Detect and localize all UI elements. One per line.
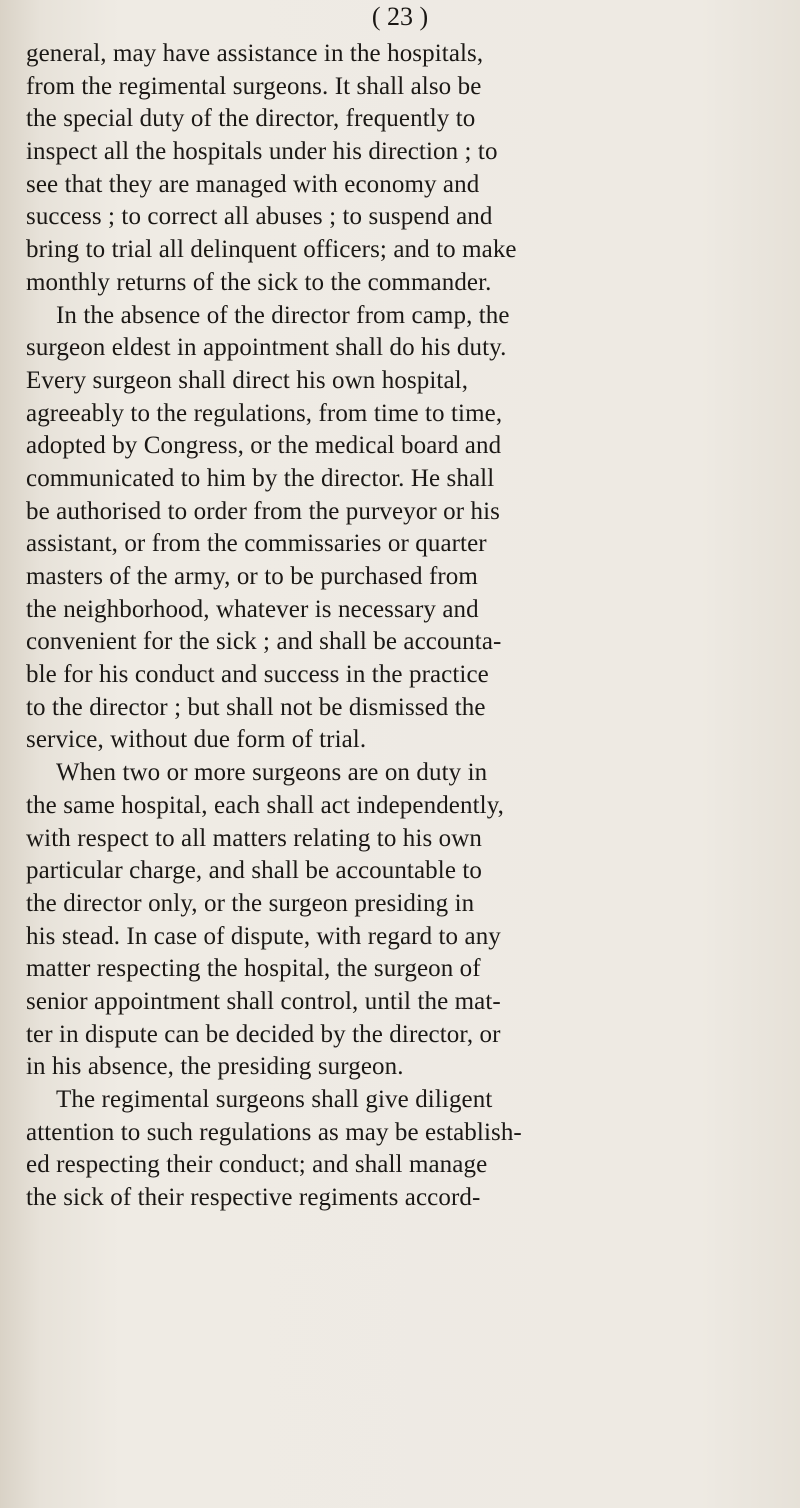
text-line: monthly returns of the sick to the commander. bbox=[26, 268, 492, 296]
text-line: from the regimental surgeons. It shall also be bbox=[26, 72, 482, 100]
paragraph-start-line: In the absence of the director from camp, the bbox=[56, 301, 510, 329]
text-line: masters of the army, or to be purchased from bbox=[26, 563, 478, 590]
text-line: see that they are managed with economy and bbox=[26, 170, 480, 198]
text-line: service, without due form of trial. bbox=[26, 726, 367, 754]
text-line: bring to trial all delinquent officers; and to make bbox=[26, 236, 517, 264]
text-line: convenient for the sick ; and shall be accounta- bbox=[26, 628, 502, 656]
text-line: general, may have assistance in the hospitals, bbox=[26, 40, 484, 67]
text-line: the special duty of the director, frequently to bbox=[26, 105, 476, 133]
text-line: the director only, or the surgeon presiding in bbox=[26, 889, 475, 917]
body-text bbox=[10, 38, 785, 1215]
text-line: adopted by Congress, or the medical board and bbox=[26, 432, 502, 460]
text-line: with respect to all matters relating to his own bbox=[26, 824, 482, 852]
text-line: agreeably to the regulations, from time to time, bbox=[26, 399, 503, 427]
paragraph-start-line: When two or more surgeons are on duty in bbox=[56, 759, 488, 787]
text-line: Every surgeon shall direct his own hospital, bbox=[26, 366, 469, 394]
text-line: ble for his conduct and success in the practice bbox=[26, 661, 489, 689]
text-line: his stead. In case of dispute, with regard to any bbox=[26, 922, 501, 950]
text-line: success ; to correct all abuses ; to suspend and bbox=[26, 203, 493, 231]
text-line: ed respecting their conduct; and shall manage bbox=[26, 1151, 488, 1179]
text-line: be authorised to order from the purveyor or his bbox=[26, 497, 501, 525]
text-line: inspect all the hospitals under his direction ; to bbox=[26, 138, 498, 166]
text-line: the sick of their respective regiments accord- bbox=[26, 1184, 481, 1212]
text-line: attention to such regulations as may be establish- bbox=[26, 1118, 522, 1146]
text-line: communicated to him by the director. He shall bbox=[26, 464, 495, 492]
text-line: matter respecting the hospital, the surgeon of bbox=[26, 955, 481, 983]
text-line: assistant, or from the commissaries or quarter bbox=[26, 530, 487, 558]
text-line: particular charge, and shall be accountable to bbox=[26, 857, 483, 885]
text-line: to the director ; but shall not be dismissed the bbox=[26, 693, 486, 721]
paragraph-start-line: The regimental surgeons shall give diligent bbox=[56, 1086, 493, 1113]
text-line: surgeon eldest in appointment shall do his duty. bbox=[26, 334, 507, 362]
text-line: ter in dispute can be decided by the director, or bbox=[26, 1020, 501, 1048]
text-line: the same hospital, each shall act independently, bbox=[26, 791, 505, 819]
text-line: in his absence, the presiding surgeon. bbox=[26, 1053, 404, 1081]
text-line: senior appointment shall control, until the mat- bbox=[26, 987, 501, 1015]
text-line: the neighborhood, whatever is necessary and bbox=[26, 595, 479, 623]
page-number: ( 23 ) bbox=[371, 2, 429, 31]
